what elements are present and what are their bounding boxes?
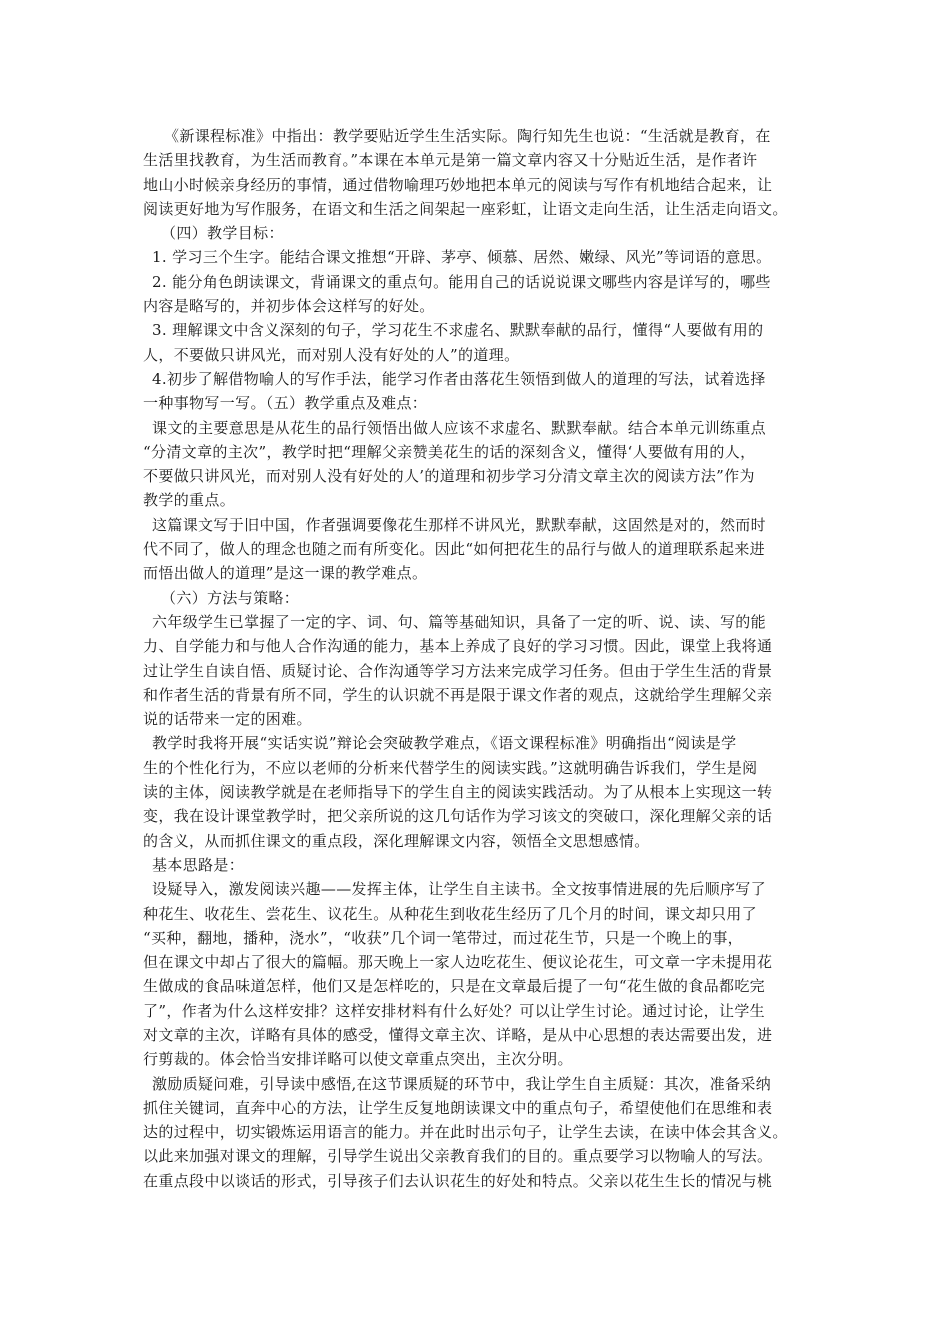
text-line: 3. 理解课文中含义深刻的句子，学习花生不求虚名、默默奉献的品行，懂得“人要做有用的 <box>152 321 764 340</box>
text-line: 不要做只讲风光，而对别人没有好处的人’的道理和初步学习分清文章主次的阅读方法”作为 <box>143 467 755 486</box>
text-line: 教学的重点。 <box>143 491 236 510</box>
text-line: 一种事物写一写。（五）教学重点及难点： <box>143 394 428 413</box>
paragraph <box>143 513 820 586</box>
paragraph <box>143 245 820 269</box>
paragraph <box>143 367 820 416</box>
paragraph <box>143 318 820 367</box>
paragraph <box>143 221 820 245</box>
text-line: 2. 能分角色朗读课文，背诵课文的重点句。能用自己的话说说课文哪些内容是详写的，哪些 <box>152 272 771 291</box>
text-line: 抓住关键词，直奔中心的方法，让学生反复地朗读课文中的重点句子，希望使他们在思维和表 <box>143 1098 773 1117</box>
text-line: 变，我在设计课堂教学时，把父亲所说的这几句话作为学习该文的突破口，深化理解父亲的话 <box>143 807 773 826</box>
text-line: 生的个性化行为，不应以老师的分析来代替学生的阅读实践。”这就明确告诉我们，学生是阅 <box>143 758 758 777</box>
text-line: 这篇课文写于旧中国，作者强调要像花生那样不讲风光，默默奉献，这固然是对的，然而时 <box>152 515 767 534</box>
paragraph <box>143 416 820 513</box>
text-line: （六）方法与策略： <box>161 588 300 607</box>
paragraph <box>143 586 820 610</box>
paragraph <box>143 610 820 731</box>
text-line: “分清文章的主次”，教学时把“理解父亲赞美花生的话的深刻含义，懂得‘人要做有用的人， <box>143 442 756 461</box>
text-line: 在重点段中以谈话的形式，引导孩子们去认识花生的好处和特点。父亲以花生生长的情况与桃 <box>143 1171 773 1190</box>
text-line: 人，不要做只讲风光，而对别人没有好处的人”的道理。 <box>143 345 520 364</box>
paragraph <box>143 270 820 319</box>
text-line: 过让学生自读自悟、质疑讨论、合作沟通等学习方法来完成学习任务。但由于学生生活的背景 <box>143 661 773 680</box>
text-line: 力、自学能力和与他人合作沟通的能力，基本上养成了良好的学习习惯。因此，课堂上我将通 <box>143 637 773 656</box>
text-line: 设疑导入，激发阅读兴趣——发挥主体，让学生自主读书。全文按事情进展的先后顺序写了 <box>152 880 767 899</box>
text-line: 阅读更好地为写作服务，在语文和生活之间架起一座彩虹，让语文走向生活，让生活走向语文。 <box>143 199 788 218</box>
text-line: 课文的主要意思是从花生的品行领悟出做人应该不求虚名、默默奉献。结合本单元训练重点 <box>152 418 767 437</box>
text-line: 但在课文中却占了很大的篇幅。那天晚上一家人边吃花生、便议论花生，可文章一字未提用花 <box>143 953 773 972</box>
text-line: 行剪裁的。体会恰当安排详略可以使文章重点突出，主次分明。 <box>143 1050 573 1069</box>
text-line: 教学时我将开展“实话实说”辩论会突破教学难点，《语文课程标准》明确指出“阅读是学 <box>152 734 737 753</box>
text-line: “买种，翻地，播种，浇水”，“收获”几个词一笔带过，而过花生节，只是一个晚上的事， <box>143 928 744 947</box>
text-line: 的含义，从而抓住课文的重点段，深化理解课文内容，领悟全文思想感情。 <box>143 831 650 850</box>
paragraph <box>143 731 820 852</box>
text-line: 1. 学习三个生字。能结合课文推想“开辟、茅亭、倾慕、居然、嫩绿、风光”等词语的意思。 <box>152 248 772 267</box>
text-line: 和作者生活的背景有所不同，学生的认识就不再是限于课文作者的观点，这就给学生理解父亲 <box>143 685 773 704</box>
text-line: 种花生、收花生、尝花生、议花生。从种花生到收花生经历了几个月的时间，课文却只用了 <box>143 904 758 923</box>
text-line: 读的主体，阅读教学就是在老师指导下的学生自主的阅读实践活动。为了从根本上实现这一转 <box>143 783 773 802</box>
paragraph <box>143 853 820 877</box>
text-line: 基本思路是： <box>152 855 245 874</box>
text-line: 对文章的主次，详略有具体的感受，懂得文章主次、详略，是从中心思想的表达需要出发，进 <box>143 1025 773 1044</box>
text-line: 六年级学生已掌握了一定的字、词、句、篇等基础知识，具备了一定的听、说、读、写的能 <box>152 612 767 631</box>
text-line: 生做成的食品味道怎样，他们又是怎样吃的，只是在文章最后提了一句“花生做的食品都吃完 <box>143 977 766 996</box>
paragraph <box>143 1072 820 1193</box>
text-line: 以此来加强对课文的理解，引导学生说出父亲教育我们的目的。重点要学习以物喻人的写法。 <box>143 1147 773 1166</box>
text-line: （四）教学目标： <box>161 224 284 243</box>
paragraph <box>143 877 820 1071</box>
text-line: 《新课程标准》中指出：教学要贴近学生生活实际。陶行知先生也说：“生活就是教育，在 <box>164 127 771 145</box>
text-line: 说的话带来一定的困难。 <box>143 710 312 729</box>
text-line: 地山小时候亲身经历的事情，通过借物喻理巧妙地把本单元的阅读与写作有机地结合起来，让 <box>143 175 773 194</box>
text-line: 内容是略写的，并初步体会这样写的好处。 <box>143 297 435 316</box>
text-line: 生活里找教育，为生活而教育。”本课在本单元是第一篇文章内容又十分贴近生活，是作者许 <box>143 151 758 170</box>
text-line: 代不同了，做人的理念也随之而有所变化。因此“如何把花生的品行与做人的道理联系起来进 <box>143 540 766 559</box>
text-line: 4.初步了解借物喻人的写作手法，能学习作者由落花生领悟到做人的道理的写法，试着选择 <box>152 369 766 388</box>
text-line: 了”，作者为什么这样安排？这样安排材料有什么好处？可以让学生讨论。通过讨论，让学生 <box>143 1001 766 1020</box>
text-line: 激励质疑问难，引导读中感悟,在这节课质疑的环节中，我让学生自主质疑：其次，准备采纳 <box>152 1074 772 1093</box>
text-line: 而悟出做人的道理”是这一课的教学难点。 <box>143 564 428 583</box>
text-line: 达的过程中，切实锻炼运用语言的能力。并在此时出示句子，让学生去读，在读中体会其含义。 <box>143 1123 788 1142</box>
paragraph <box>143 124 820 221</box>
